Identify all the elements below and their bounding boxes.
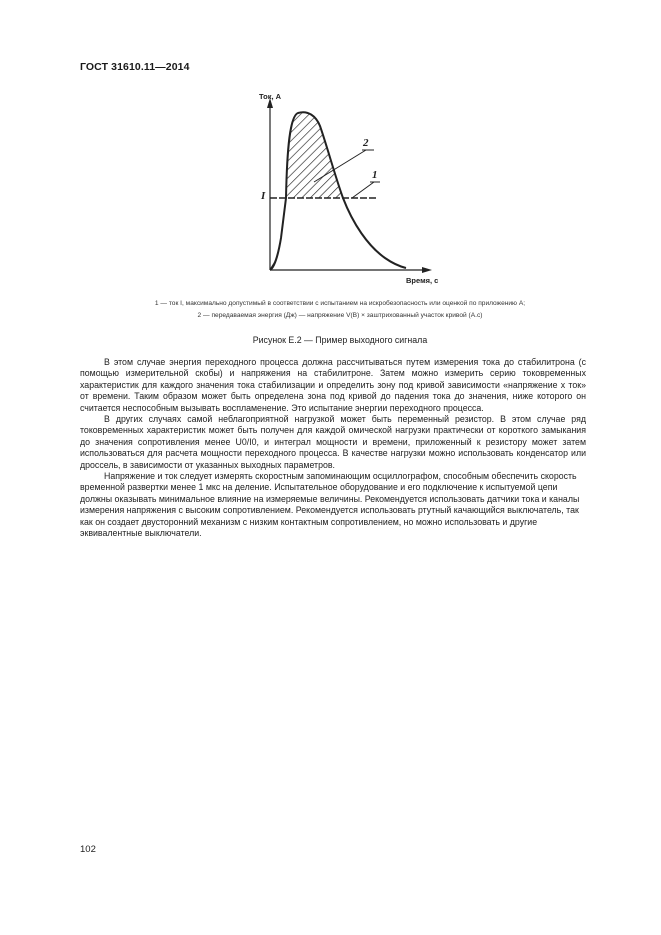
output-signal-figure bbox=[250, 88, 440, 283]
paragraph: Напряжение и ток следует измерять скоростным запоминающим осциллографом, способным обеспечить скорость временной развертки менее 1 мкс на деление. Испытательное оборудование и его подключение к испытуемой цепи должны оказывать минимальное влияние на измеряемые величины. Рекомендуется использовать датчики тока и каналы измерения напряжения с высоким сопротивлением. Рекомендуется использовать ртутный качающийся выключатель, так как он создает двусторонний механизм с низким контактным сопротивлением, но можно использовать и другие эквивалентные выключатели. bbox=[80, 471, 580, 539]
energy-hatched-area bbox=[286, 112, 343, 198]
curve-label-2: 2 bbox=[363, 137, 369, 149]
x-axis-label: Время, с bbox=[406, 276, 439, 285]
figure-legend-line-1: 1 — ток I, максимально допустимый в соответствии с испытанием на искробезопасность или оценкой по приложению А; bbox=[154, 300, 526, 307]
page-number: 102 bbox=[80, 844, 96, 855]
body-text bbox=[80, 357, 586, 540]
leader-line-1 bbox=[352, 182, 374, 198]
figure-legend-line-2: 2 — передаваемая энергия (Дж) — напряжение V(В) × заштрихованный участок кривой (А.с) bbox=[197, 312, 483, 319]
curve-label-1: 1 bbox=[372, 169, 378, 181]
paragraph: В других случаях самой неблагоприятной нагрузкой может быть переменный резистор. В этом случае ряд токовременных характеристик может быть получен для каждой омической нагрузки практически от короткого замыкания до значения сопротивления менее U0/I0, и интеграл мощности и времени, приложенный к резистору может затем использоваться для расчета мощности переходного процесса. В качестве нагрузки можно использовать конденсатор или дроссель, в зависимости от указанных выходных параметров. bbox=[80, 414, 586, 470]
current-level-label: I bbox=[261, 190, 266, 202]
figure-graph bbox=[250, 88, 440, 283]
y-axis-label: Ток, А bbox=[259, 92, 282, 101]
figure-caption: Рисунок Е.2 — Пример выходного сигнала bbox=[252, 335, 428, 345]
x-axis-arrow bbox=[422, 267, 432, 273]
document-header: ГОСТ 31610.11—2014 bbox=[80, 61, 190, 73]
paragraph: В этом случае энергия переходного процесса должна рассчитываться путем измерения тока до стабилитрона (с помощью измерительной скобы) и напряжения на стабилитроне. Затем можно измерить серию токовременных характеристик для каждого значения тока стабилизации и определить зону под кривой зависимости «напряжение х ток» от времени. Таким образом может быть определена зона под кривой до падения тока до значения, ниже которого он считается неспособным вызывать воспламенение. Это испытание энергии переходного процесса. bbox=[80, 357, 586, 413]
